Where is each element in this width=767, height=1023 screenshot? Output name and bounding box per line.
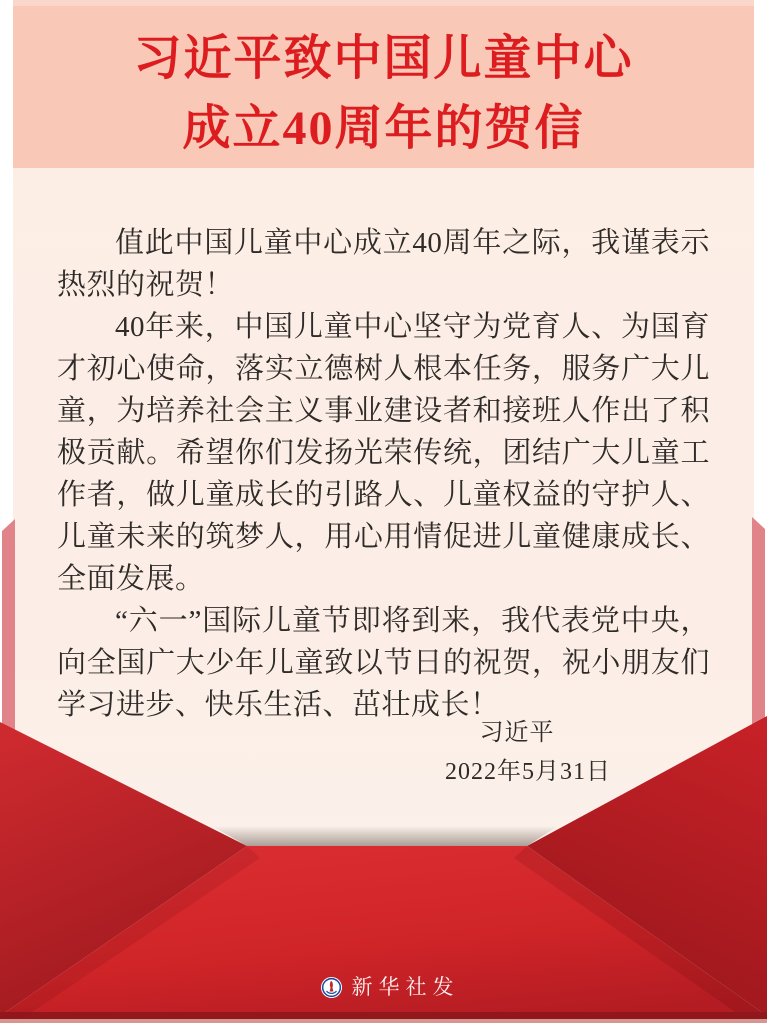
envelope-right-edge: [752, 517, 765, 750]
band-top-highlight: [13, 0, 754, 6]
letter-body: [57, 222, 710, 726]
agency-credit-label: 新华社发: [351, 975, 460, 999]
envelope-left-edge: [2, 519, 15, 750]
agency-credit: [6, 973, 767, 1001]
paper-bottom-shadow: [212, 826, 558, 846]
letter-signature: 习近平: [479, 720, 555, 746]
bottom-rose-strip: [0, 1019, 767, 1023]
letter-date: 2022年5月31日: [445, 759, 611, 785]
poster-title-line1: 习近平致中国儿童中心: [133, 32, 634, 85]
letter-paragraph-2: 40年来，中国儿童中心坚守为党育人、为国育才初心使命，落实立德树人根本任务，服务广大儿童，为培养社会主义事业建设者和接班人作出了积极贡献。希望你们发扬光荣传统，团结广大儿童工作者，做儿童成长的引路人、儿童权益的守护人、儿童未来的筑梦人，用心用情促进儿童健康成长、全面发展。: [57, 311, 710, 595]
letter-paragraph-3: “六一”国际儿童节即将到来，我代表党中央，向全国广大少年儿童致以节日的祝贺，祝小朋友们学习进步、快乐生活、茁壮成长！: [57, 605, 710, 721]
bottom-dark-strip: [0, 1012, 767, 1019]
poster-title-line2: 成立40周年的贺信: [182, 102, 585, 155]
letter-paragraph-1: 值此中国儿童中心成立40周年之际，我谨表示热烈的祝贺！: [57, 227, 710, 301]
xinhua-emblem-icon: [320, 976, 343, 999]
